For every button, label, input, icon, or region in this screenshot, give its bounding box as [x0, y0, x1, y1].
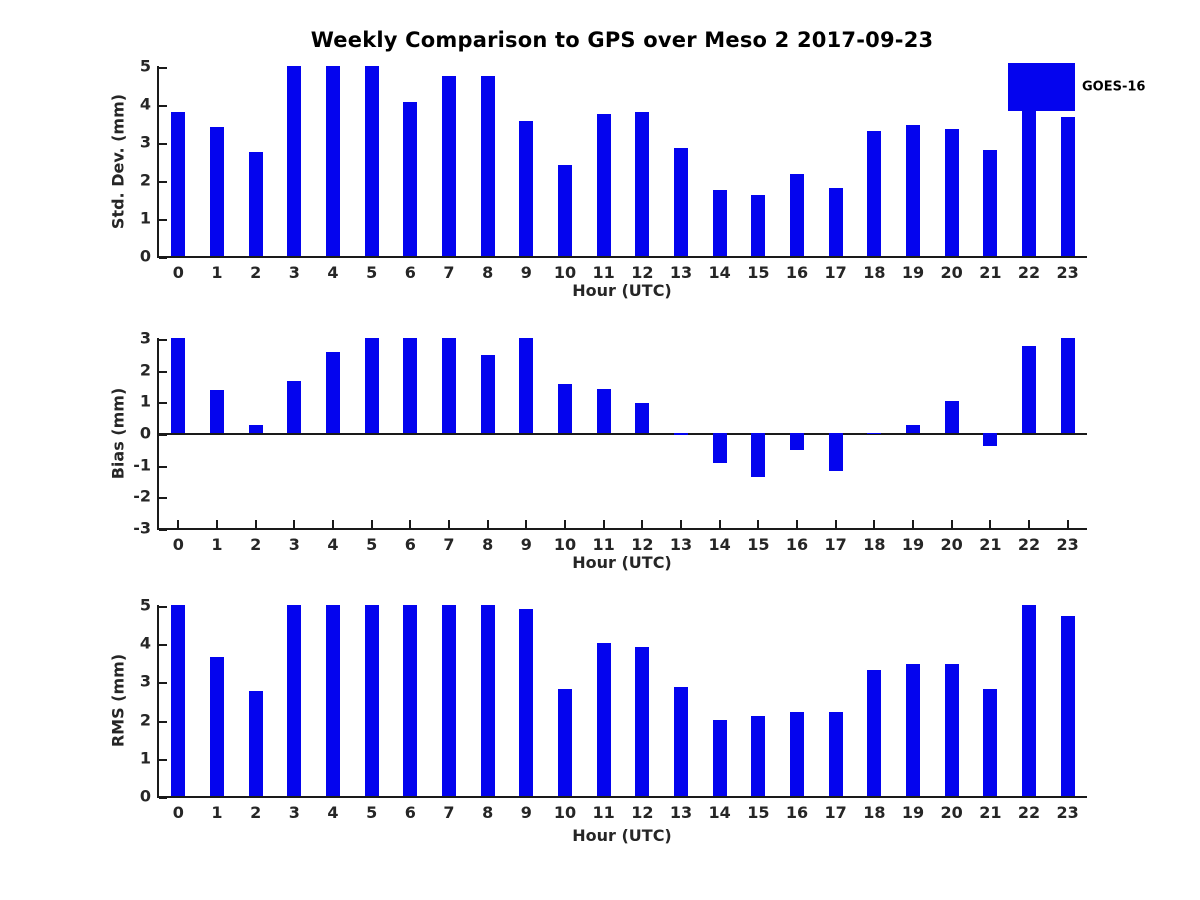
x-tick-label: 18 — [863, 535, 886, 554]
x-tick-label: 4 — [327, 803, 339, 822]
bar-hour-22 — [1022, 605, 1036, 796]
y-tick-mark — [159, 606, 167, 608]
x-tick-label: 0 — [172, 535, 184, 554]
bar-hour-18 — [867, 131, 881, 256]
y-axis-label: Std. Dev. (mm) — [108, 93, 128, 230]
x-tick-label: 1 — [211, 535, 223, 554]
x-axis-label: Hour (UTC) — [572, 826, 672, 845]
chart-title: Weekly Comparison to GPS over Meso 2 2017-09-23 — [310, 28, 934, 52]
x-tick-mark — [255, 520, 257, 528]
x-tick-label: 22 — [1017, 535, 1041, 554]
bar-hour-18 — [867, 433, 881, 434]
x-tick-label: 21 — [979, 535, 1002, 554]
y-tick-mark — [159, 143, 167, 145]
y-tick-mark — [159, 497, 167, 499]
y-tick-label: 4 — [139, 633, 151, 653]
x-tick-label: 7 — [443, 803, 455, 822]
x-tick-label: 17 — [824, 263, 847, 282]
bar-hour-19 — [906, 125, 920, 256]
y-tick-mark — [159, 181, 167, 183]
x-tick-label: 7 — [443, 263, 455, 282]
x-axis-label: Hour (UTC) — [572, 553, 672, 572]
bar-hour-14 — [713, 720, 727, 796]
bar-hour-7 — [442, 76, 456, 257]
x-tick-mark — [912, 520, 914, 528]
bar-hour-4 — [326, 66, 340, 256]
x-tick-mark — [487, 520, 489, 528]
bar-hour-20 — [945, 401, 959, 433]
x-tick-label: 6 — [404, 263, 416, 282]
y-tick-mark — [159, 219, 167, 221]
x-tick-label: 16 — [785, 263, 809, 282]
x-tick-label: 0 — [172, 803, 184, 822]
x-tick-label: 15 — [747, 263, 770, 282]
y-tick-mark — [159, 434, 167, 436]
bar-hour-17 — [829, 433, 843, 471]
plot-area — [139, 595, 1087, 822]
x-tick-label: 1 — [211, 803, 223, 822]
x-tick-mark — [873, 520, 875, 528]
bar-hour-20 — [945, 129, 959, 256]
x-tick-label: 21 — [979, 803, 1002, 822]
x-tick-label: 20 — [940, 263, 963, 282]
bar-hour-8 — [481, 355, 495, 433]
x-tick-label: 14 — [708, 535, 731, 554]
bar-hour-5 — [365, 605, 379, 796]
x-tick-mark — [525, 520, 527, 528]
x-tick-label: 19 — [901, 803, 925, 822]
bar-hour-12 — [635, 647, 649, 796]
bar-hour-17 — [829, 188, 843, 256]
bar-hour-13 — [674, 148, 688, 256]
y-tick-label: 2 — [139, 360, 151, 380]
bar-hour-11 — [597, 643, 611, 796]
x-tick-label: 10 — [553, 535, 577, 554]
x-tick-label: 23 — [1056, 535, 1079, 554]
y-tick-label: 5 — [139, 56, 151, 76]
x-tick-label: 20 — [940, 803, 963, 822]
legend-swatch-goes16 — [1008, 63, 1075, 111]
y-tick-label: 2 — [139, 170, 151, 190]
bar-hour-13 — [674, 687, 688, 796]
x-tick-mark — [835, 520, 837, 528]
plot-area — [139, 56, 1087, 282]
y-tick-label: 4 — [139, 94, 151, 114]
y-tick-mark — [159, 682, 167, 684]
bar-hour-2 — [249, 425, 263, 433]
bar-hour-10 — [558, 384, 572, 433]
bar-hour-20 — [945, 664, 959, 796]
y-tick-mark — [159, 402, 167, 404]
y-tick-label: 0 — [139, 786, 151, 806]
x-tick-mark — [719, 520, 721, 528]
x-tick-label: 2 — [250, 263, 262, 282]
x-tick-mark — [177, 520, 179, 528]
plot-area — [133, 328, 1087, 554]
x-tick-mark — [1028, 520, 1030, 528]
bar-hour-2 — [249, 152, 263, 257]
x-tick-label: 11 — [592, 803, 615, 822]
x-tick-mark — [216, 520, 218, 528]
x-tick-label: 12 — [631, 803, 654, 822]
bar-hour-3 — [287, 381, 301, 433]
x-tick-mark — [641, 520, 643, 528]
x-tick-label: 12 — [631, 263, 654, 282]
x-tick-label: 23 — [1056, 803, 1079, 822]
bar-hour-4 — [326, 352, 340, 433]
bar-hour-3 — [287, 605, 301, 796]
bar-hour-7 — [442, 605, 456, 796]
x-tick-mark — [796, 520, 798, 528]
y-tick-mark — [159, 721, 167, 723]
x-tick-mark — [989, 520, 991, 528]
x-tick-label: 11 — [592, 263, 615, 282]
x-tick-label: 4 — [327, 535, 339, 554]
x-tick-label: 14 — [708, 803, 731, 822]
bar-hour-9 — [519, 609, 533, 796]
bar-hour-15 — [751, 716, 765, 796]
bar-hour-10 — [558, 689, 572, 796]
x-tick-label: 19 — [901, 263, 925, 282]
x-tick-label: 15 — [747, 535, 770, 554]
bar-hour-19 — [906, 664, 920, 796]
y-tick-label: 0 — [139, 246, 151, 266]
bar-hour-19 — [906, 425, 920, 433]
bar-hour-23 — [1061, 338, 1075, 433]
bar-hour-11 — [597, 389, 611, 433]
bar-hour-14 — [713, 433, 727, 463]
bar-hour-6 — [403, 338, 417, 433]
x-tick-label: 17 — [824, 803, 847, 822]
y-tick-mark — [159, 105, 167, 107]
x-tick-label: 18 — [863, 803, 886, 822]
bar-hour-21 — [983, 689, 997, 796]
y-axis-label: Bias (mm) — [108, 387, 128, 480]
x-tick-label: 10 — [553, 263, 577, 282]
x-tick-label: 8 — [482, 263, 494, 282]
x-tick-mark — [757, 520, 759, 528]
y-tick-mark — [159, 644, 167, 646]
bar-hour-0 — [171, 112, 185, 256]
x-tick-label: 1 — [211, 263, 223, 282]
bar-hour-1 — [210, 127, 224, 256]
x-tick-mark — [603, 520, 605, 528]
x-tick-label: 0 — [172, 263, 184, 282]
bar-hour-3 — [287, 66, 301, 256]
y-tick-mark — [159, 466, 167, 468]
bar-hour-0 — [171, 605, 185, 796]
y-tick-label: -2 — [133, 486, 151, 506]
y-tick-label: 3 — [139, 328, 151, 348]
x-tick-mark — [448, 520, 450, 528]
x-tick-mark — [564, 520, 566, 528]
bar-hour-5 — [365, 338, 379, 433]
y-axis-label: RMS (mm) — [108, 653, 128, 748]
bar-hour-10 — [558, 165, 572, 256]
x-tick-label: 6 — [404, 803, 416, 822]
x-tick-label: 11 — [592, 535, 615, 554]
x-tick-label: 19 — [901, 535, 925, 554]
y-tick-label: 0 — [139, 423, 151, 443]
x-tick-mark — [371, 520, 373, 528]
y-tick-label: -3 — [133, 518, 151, 538]
x-tick-label: 5 — [366, 803, 378, 822]
bar-hour-2 — [249, 691, 263, 796]
x-tick-label: 9 — [520, 803, 532, 822]
bar-hour-7 — [442, 338, 456, 433]
x-tick-label: 17 — [824, 535, 847, 554]
x-tick-label: 8 — [482, 803, 494, 822]
y-tick-label: 1 — [139, 391, 151, 411]
y-tick-mark — [159, 797, 167, 799]
y-tick-mark — [159, 371, 167, 373]
x-tick-label: 22 — [1017, 803, 1041, 822]
bar-hour-16 — [790, 174, 804, 256]
bar-hour-0 — [171, 338, 185, 433]
bar-hour-8 — [481, 605, 495, 796]
x-tick-label: 23 — [1056, 263, 1079, 282]
bar-hour-23 — [1061, 117, 1075, 256]
bar-hour-13 — [674, 433, 688, 435]
bar-hour-17 — [829, 712, 843, 796]
bar-hour-1 — [210, 390, 224, 433]
x-tick-label: 14 — [708, 263, 731, 282]
bar-hour-16 — [790, 433, 804, 450]
x-tick-mark — [680, 520, 682, 528]
y-tick-label: 3 — [139, 671, 151, 691]
x-tick-label: 4 — [327, 263, 339, 282]
y-tick-mark — [159, 529, 167, 531]
x-tick-label: 2 — [250, 535, 262, 554]
bar-hour-5 — [365, 66, 379, 256]
bar-hour-9 — [519, 338, 533, 433]
bar-hour-14 — [713, 190, 727, 257]
bar-hour-21 — [983, 433, 997, 446]
bar-hour-6 — [403, 102, 417, 256]
zero-baseline — [159, 433, 1087, 435]
bar-hour-15 — [751, 195, 765, 256]
x-tick-label: 6 — [404, 535, 416, 554]
bar-hour-16 — [790, 712, 804, 796]
legend-label: GOES-16 — [1082, 79, 1146, 95]
x-tick-label: 5 — [366, 263, 378, 282]
y-tick-label: 1 — [139, 748, 151, 768]
x-tick-label: 16 — [785, 535, 809, 554]
bar-hour-23 — [1061, 616, 1075, 796]
bar-hour-22 — [1022, 346, 1036, 433]
x-tick-label: 9 — [520, 535, 532, 554]
x-tick-label: 5 — [366, 535, 378, 554]
y-tick-label: -1 — [133, 455, 151, 475]
x-tick-label: 20 — [940, 535, 963, 554]
y-tick-label: 3 — [139, 132, 151, 152]
x-tick-mark — [1067, 520, 1069, 528]
x-tick-label: 15 — [747, 803, 770, 822]
y-tick-mark — [159, 257, 167, 259]
x-tick-label: 9 — [520, 263, 532, 282]
bar-hour-6 — [403, 605, 417, 796]
x-tick-label: 3 — [288, 263, 300, 282]
y-tick-mark — [159, 759, 167, 761]
x-axis-label: Hour (UTC) — [572, 281, 672, 300]
y-tick-label: 1 — [139, 208, 151, 228]
x-tick-label: 13 — [669, 535, 693, 554]
x-tick-label: 10 — [553, 803, 577, 822]
bar-hour-15 — [751, 433, 765, 477]
bar-hour-9 — [519, 121, 533, 256]
x-tick-mark — [332, 520, 334, 528]
x-tick-label: 16 — [785, 803, 809, 822]
x-tick-label: 13 — [669, 803, 693, 822]
x-tick-label: 2 — [250, 803, 262, 822]
x-tick-label: 13 — [669, 263, 693, 282]
x-tick-label: 22 — [1017, 263, 1041, 282]
x-tick-label: 3 — [288, 535, 300, 554]
x-tick-label: 3 — [288, 803, 300, 822]
x-tick-label: 12 — [631, 535, 654, 554]
x-tick-mark — [293, 520, 295, 528]
bar-hour-4 — [326, 605, 340, 796]
bar-hour-8 — [481, 76, 495, 257]
bar-hour-18 — [867, 670, 881, 796]
bar-hour-11 — [597, 114, 611, 257]
x-tick-label: 18 — [863, 263, 886, 282]
bar-hour-1 — [210, 657, 224, 796]
bar-hour-12 — [635, 403, 649, 433]
y-tick-label: 2 — [139, 710, 151, 730]
bar-hour-12 — [635, 112, 649, 256]
x-tick-label: 21 — [979, 263, 1002, 282]
bar-hour-21 — [983, 150, 997, 256]
y-tick-mark — [159, 339, 167, 341]
x-tick-label: 8 — [482, 535, 494, 554]
x-tick-label: 7 — [443, 535, 455, 554]
y-tick-mark — [159, 67, 167, 69]
x-tick-mark — [409, 520, 411, 528]
y-tick-label: 5 — [139, 595, 151, 615]
x-tick-mark — [951, 520, 953, 528]
